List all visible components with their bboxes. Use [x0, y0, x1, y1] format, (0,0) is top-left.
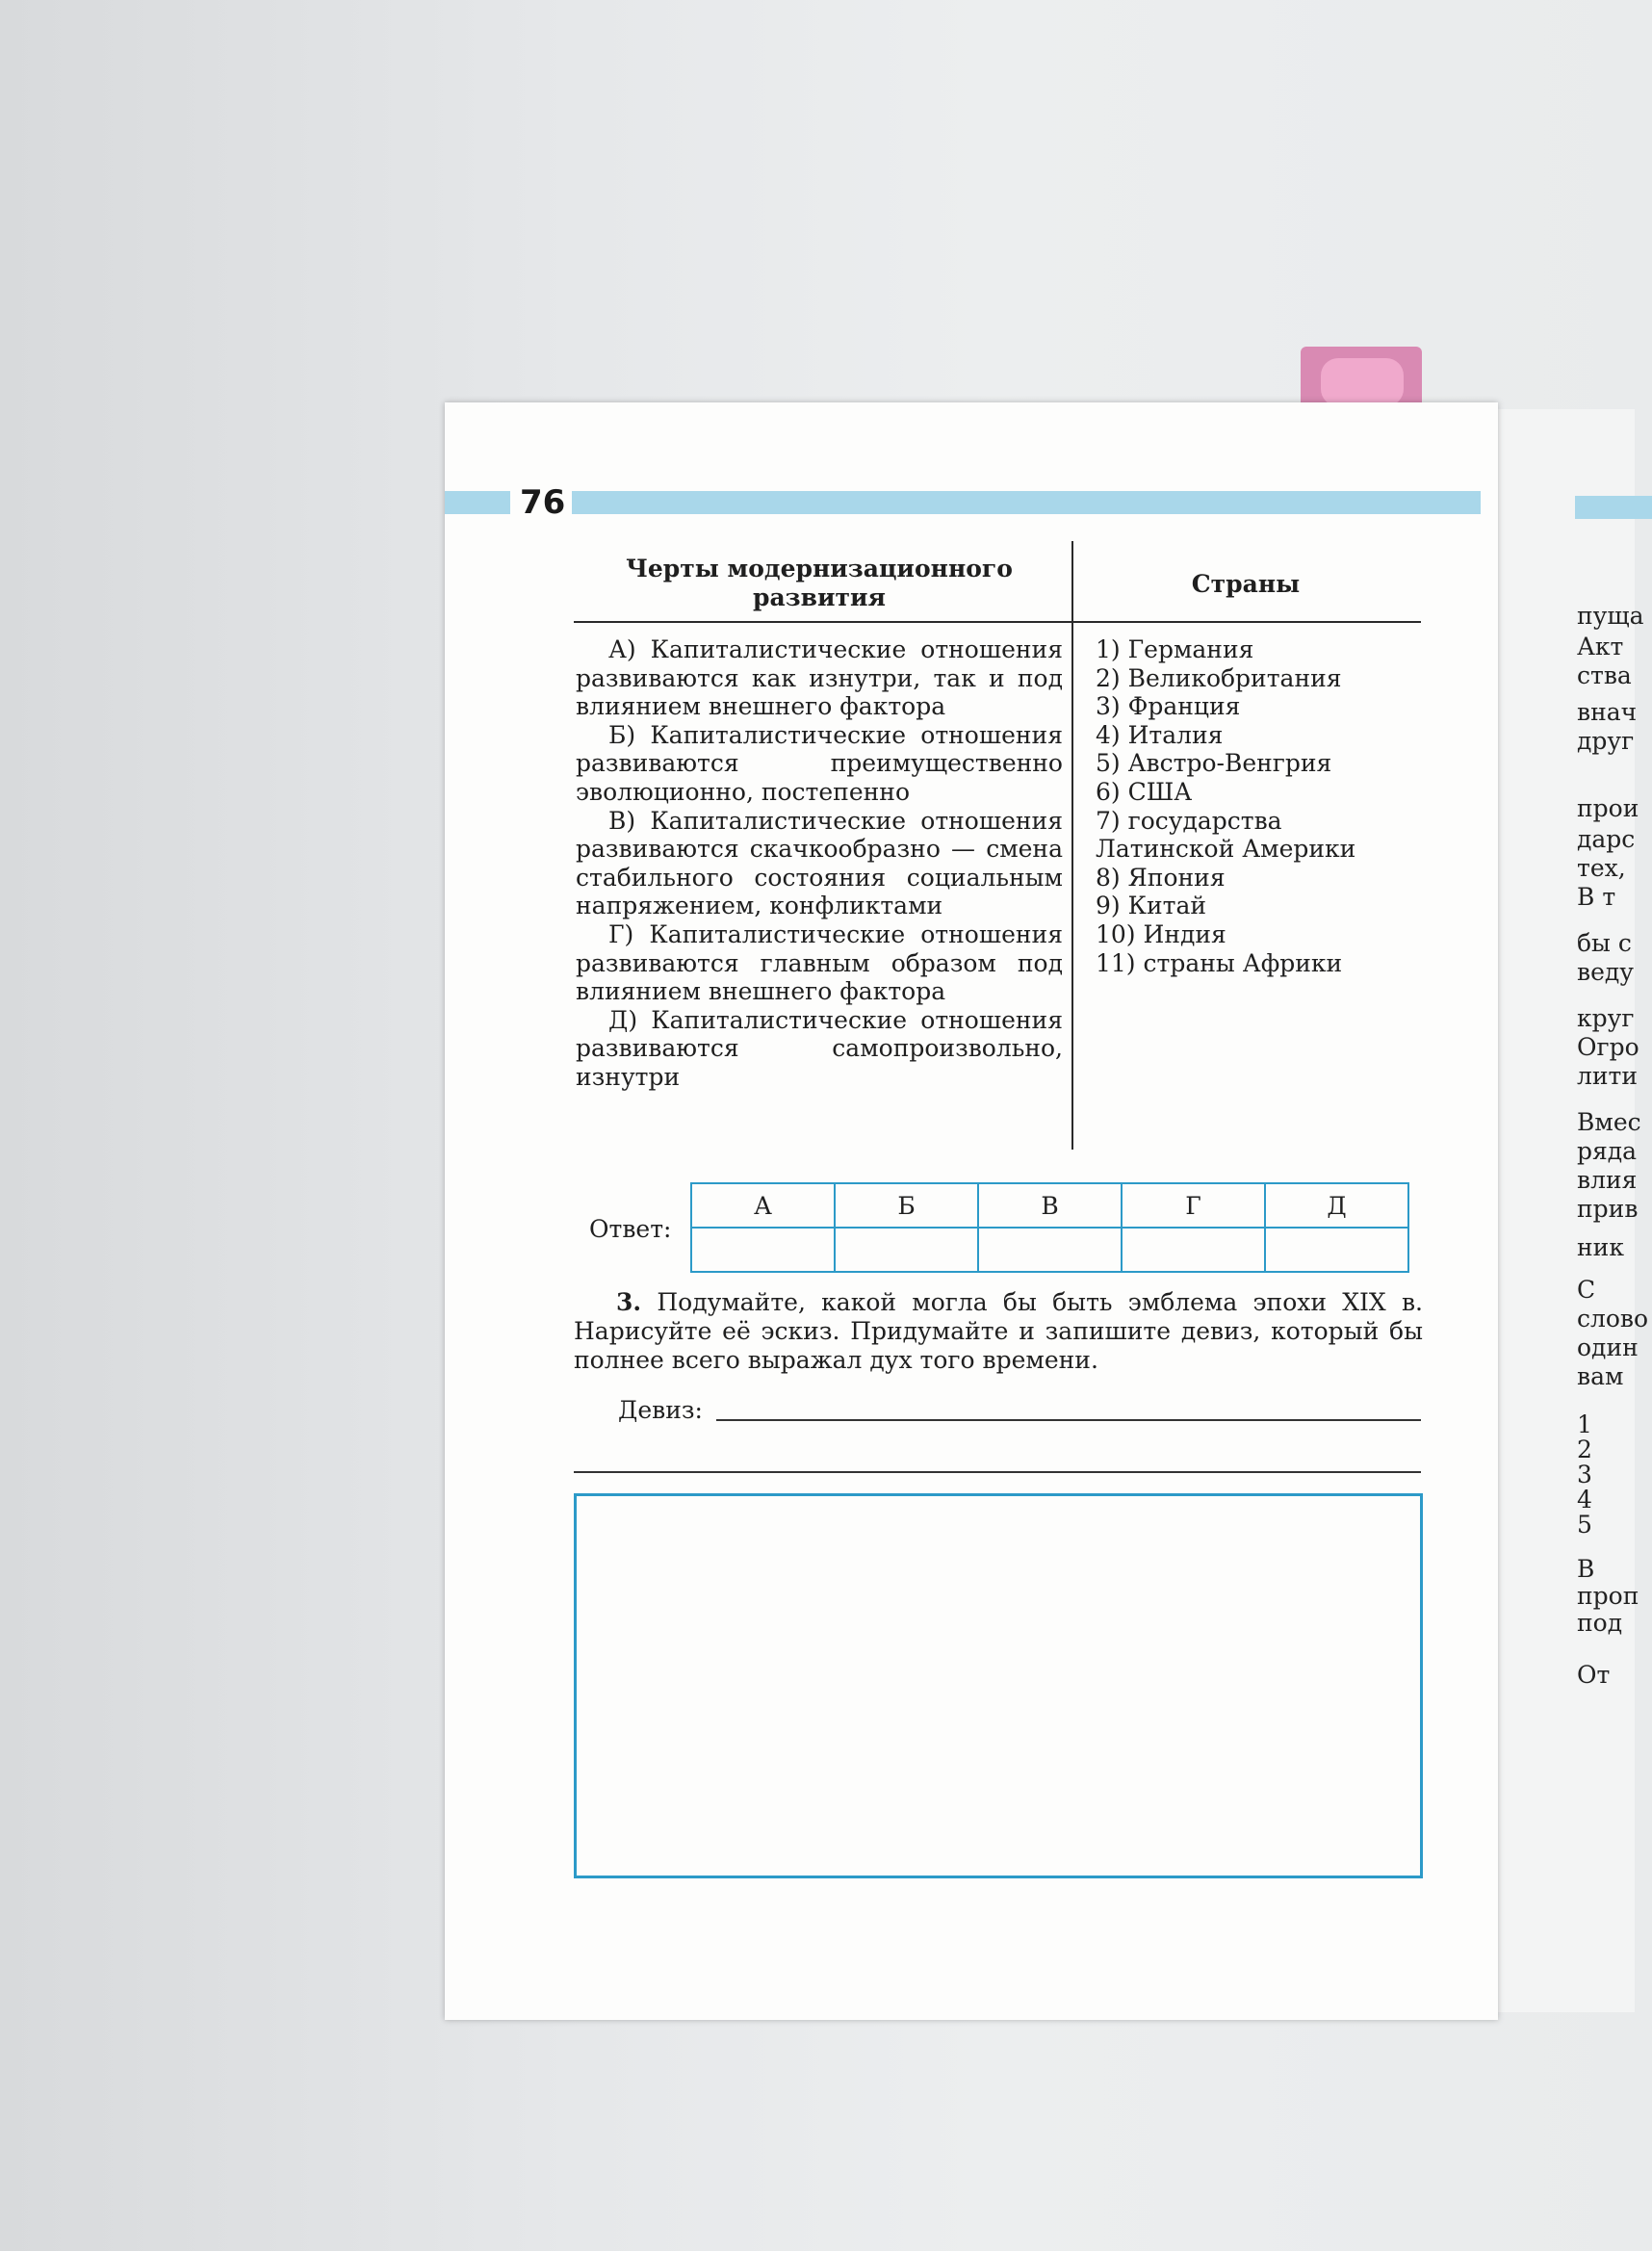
answer-header-d: Д [1265, 1183, 1408, 1228]
next-page-text-fragment: прои [1577, 794, 1639, 822]
next-page-text-fragment: прив [1577, 1195, 1639, 1223]
next-page-text-fragment: под [1577, 1609, 1623, 1637]
answer-cell-a[interactable] [691, 1228, 835, 1272]
next-page-text-fragment: 3 [1577, 1461, 1592, 1488]
next-page-text-fragment: слово [1577, 1305, 1649, 1332]
answer-header-g: Г [1122, 1183, 1265, 1228]
next-page-text-fragment: ряда [1577, 1137, 1638, 1165]
next-page-text-fragment: вам [1577, 1362, 1624, 1390]
bookmark-tab-highlight [1321, 358, 1404, 406]
country-item: 11) страны Африки [1096, 948, 1343, 977]
next-page-text-fragment: веду [1577, 958, 1634, 986]
task-3 [574, 1288, 1423, 1375]
next-page-text-fragment: круг [1577, 1004, 1635, 1032]
next-page-text-fragment: ства [1577, 661, 1632, 689]
country-item: 8) Япония [1096, 863, 1226, 892]
next-page-text-fragment: От [1577, 1661, 1611, 1689]
task-number: 3. [616, 1288, 642, 1316]
next-page-text-fragment: В т [1577, 883, 1616, 911]
country-item: 3) Франция [1096, 692, 1241, 721]
country-item: 5) Австро-Венгрия [1096, 749, 1332, 778]
feature-v: В) Капиталистические отношения развиваются скачкообразно — смена стабильного состояния социальным напряжением, конфликтами [576, 806, 1063, 920]
answer-table [690, 1182, 1409, 1273]
features-list [576, 635, 1063, 1092]
next-page-text-fragment: ник [1577, 1233, 1624, 1261]
next-page-text-fragment: проп [1577, 1582, 1639, 1610]
textbook-page [445, 402, 1498, 2020]
country-item: 6) США [1096, 777, 1193, 806]
answer-header-v: В [978, 1183, 1122, 1228]
next-page-text-fragment: Вмес [1577, 1108, 1641, 1136]
answer-header-b: Б [835, 1183, 978, 1228]
answer-cell-v[interactable] [978, 1228, 1122, 1272]
answer-label: Ответ: [589, 1215, 672, 1243]
page-number: 76 [520, 483, 566, 522]
country-item: 2) Великобритания [1096, 663, 1342, 692]
next-page-text-fragment: 2 [1577, 1436, 1592, 1463]
table-column-divider [1071, 541, 1073, 1150]
feature-d: Д) Капиталистические отношения развиваются самопроизвольно, изнутри [576, 1005, 1063, 1091]
feature-a: А) Капиталистические отношения развиваются как изнутри, так и под влиянием внешнего фактора [576, 635, 1063, 721]
answer-cell-d[interactable] [1265, 1228, 1408, 1272]
motto-answer-line[interactable] [716, 1419, 1421, 1421]
features-column-header: Черты модернизационного развития [626, 555, 1013, 611]
next-page-text-fragment: бы с [1577, 929, 1632, 957]
next-page-text-fragment: дарс [1577, 825, 1636, 853]
countries-list [1096, 635, 1423, 977]
country-item: 9) Китай [1096, 892, 1207, 920]
next-page-text-fragment: С [1577, 1276, 1596, 1304]
feature-b: Б) Капиталистические отношения развиваются преимущественно эволюционно, постепенно [576, 720, 1063, 806]
next-page-text-fragment: внач [1577, 698, 1638, 726]
next-page-edge [1498, 409, 1649, 2012]
next-page-text-fragment: Огро [1577, 1033, 1639, 1061]
header-strip [572, 491, 1481, 514]
country-item: 4) Италия [1096, 720, 1224, 749]
feature-g: Г) Капиталистические отношения развиваются главным образом под влиянием внешнего фактора [576, 919, 1063, 1006]
next-page-text-fragment: пуща [1577, 602, 1644, 630]
answer-header-a: А [691, 1183, 835, 1228]
countries-column-header: Страны [1191, 570, 1301, 598]
country-item: 10) Индия [1096, 919, 1226, 948]
answer-cell-b[interactable] [835, 1228, 978, 1272]
country-item: 7) государства Латинской Америки [1096, 806, 1356, 864]
answer-cell-g[interactable] [1122, 1228, 1265, 1272]
next-page-text-fragment: друг [1577, 727, 1635, 755]
country-item: 1) Германия [1096, 635, 1254, 663]
next-page-text-fragment: 4 [1577, 1486, 1592, 1514]
next-page-text-fragment: один [1577, 1333, 1639, 1361]
table-header-divider [574, 621, 1421, 623]
next-page-text-fragment: В [1577, 1555, 1595, 1583]
next-page-text-fragment: влия [1577, 1166, 1638, 1194]
motto-label: Девиз: [618, 1396, 703, 1424]
next-page-text-fragment: лити [1577, 1062, 1639, 1090]
next-page-text-fragment: тех, [1577, 854, 1626, 882]
task-text: Подумайте, какой могла бы быть эмблема эпохи XIX в. Нарисуйте её эскиз. Придумайте и запишите девиз, который бы полнее всего выражал дух того времени. [574, 1288, 1424, 1374]
header-strip-left [445, 491, 510, 514]
next-page-text-fragment: 5 [1577, 1511, 1592, 1539]
motto-answer-line-2[interactable] [574, 1471, 1421, 1473]
emblem-drawing-box[interactable] [574, 1493, 1423, 1878]
next-page-header-strip [1575, 496, 1652, 519]
next-page-text-fragment: 1 [1577, 1410, 1592, 1438]
next-page-text-fragment: Акт [1577, 633, 1624, 660]
